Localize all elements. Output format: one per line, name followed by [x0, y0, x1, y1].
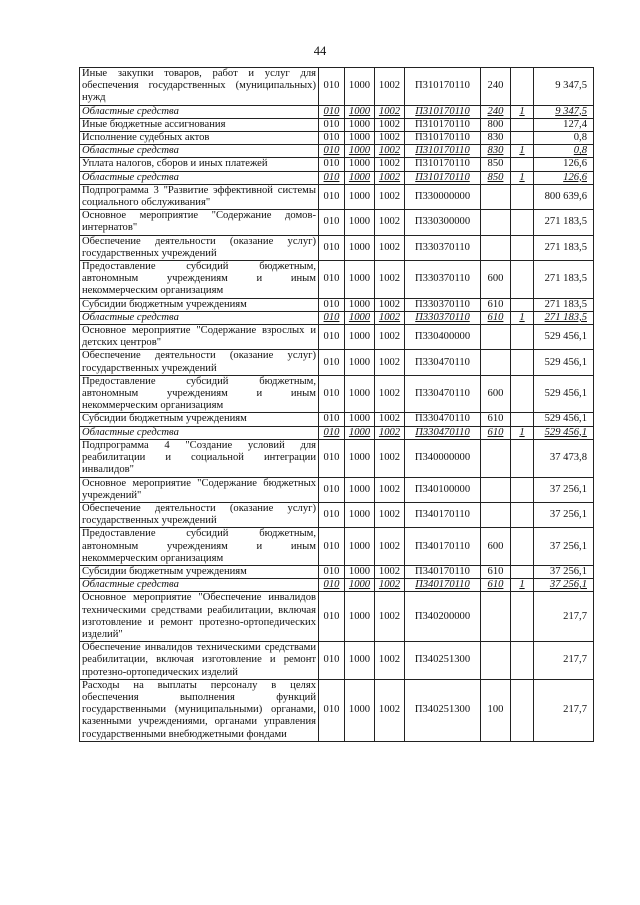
- expense-type-cell: 610: [481, 311, 511, 324]
- row-name-cell: Иные бюджетные ассигнования: [80, 118, 319, 131]
- target-article-cell: П340170110: [405, 528, 481, 566]
- ved-code-cell: 010: [319, 413, 345, 426]
- funding-source-cell: 1: [511, 311, 534, 324]
- amount-cell: 217,7: [534, 642, 594, 680]
- amount-cell: 800 639,6: [534, 184, 594, 209]
- ved-code-cell: 010: [319, 528, 345, 566]
- target-article-cell: П340170110: [405, 502, 481, 527]
- expense-type-cell: 240: [481, 68, 511, 106]
- amount-cell: 126,6: [534, 158, 594, 171]
- ved-code-cell: 010: [319, 477, 345, 502]
- section-code-cell: 1000: [345, 592, 375, 642]
- target-article-cell: П340251300: [405, 679, 481, 741]
- budget-table: [79, 67, 594, 742]
- amount-cell: 529 456,1: [534, 325, 594, 350]
- row-name-cell: Подпрограмма 3 "Развитие эффективной системы социального обслуживания": [80, 184, 319, 209]
- funding-source-cell: [511, 528, 534, 566]
- row-name-cell: Предоставление субсидий бюджетным, автономным учреждениям и иным некоммерческим организациям: [80, 375, 319, 413]
- row-name-cell: Расходы на выплаты персоналу в целях обеспечения выполнения функций государственными (муниципальными) органами, казенными учреждениями, органами управления государственными внебюджетными фондами: [80, 679, 319, 741]
- subsection-code-cell: 1002: [375, 235, 405, 260]
- amount-cell: 37 256,1: [534, 528, 594, 566]
- table-row: [80, 184, 594, 209]
- funding-source-cell: [511, 413, 534, 426]
- ved-code-cell: 010: [319, 426, 345, 439]
- subsection-code-cell: 1002: [375, 426, 405, 439]
- expense-type-cell: [481, 592, 511, 642]
- expense-type-cell: 240: [481, 105, 511, 118]
- target-article-cell: П330370110: [405, 311, 481, 324]
- row-name-cell: Уплата налогов, сборов и иных платежей: [80, 158, 319, 171]
- amount-cell: 529 456,1: [534, 375, 594, 413]
- row-name-cell: Областные средства: [80, 105, 319, 118]
- funding-source-cell: [511, 184, 534, 209]
- subsection-code-cell: 1002: [375, 565, 405, 578]
- row-name-cell: Субсидии бюджетным учреждениям: [80, 413, 319, 426]
- expense-type-cell: [481, 439, 511, 477]
- funding-source-cell: [511, 210, 534, 235]
- ved-code-cell: 010: [319, 579, 345, 592]
- row-name-cell: Предоставление субсидий бюджетным, автономным учреждениям и иным некоммерческим организациям: [80, 261, 319, 299]
- section-code-cell: 1000: [345, 235, 375, 260]
- target-article-cell: П340170110: [405, 579, 481, 592]
- target-article-cell: П330470110: [405, 413, 481, 426]
- table-row-regional-funds: [80, 145, 594, 158]
- row-name-cell: Обеспечение деятельности (оказание услуг) государственных учреждений: [80, 235, 319, 260]
- funding-source-cell: 1: [511, 145, 534, 158]
- section-code-cell: 1000: [345, 502, 375, 527]
- ved-code-cell: 010: [319, 145, 345, 158]
- funding-source-cell: [511, 158, 534, 171]
- table-row: [80, 298, 594, 311]
- subsection-code-cell: 1002: [375, 132, 405, 145]
- expense-type-cell: 100: [481, 679, 511, 741]
- table-row: [80, 132, 594, 145]
- amount-cell: 37 473,8: [534, 439, 594, 477]
- amount-cell: 271 183,5: [534, 311, 594, 324]
- section-code-cell: 1000: [345, 579, 375, 592]
- ved-code-cell: 010: [319, 311, 345, 324]
- subsection-code-cell: 1002: [375, 413, 405, 426]
- table-row: [80, 375, 594, 413]
- target-article-cell: П330470110: [405, 375, 481, 413]
- row-name-cell: Основное мероприятие "Содержание бюджетных учреждений": [80, 477, 319, 502]
- table-row-regional-funds: [80, 105, 594, 118]
- expense-type-cell: 610: [481, 298, 511, 311]
- section-code-cell: 1000: [345, 679, 375, 741]
- target-article-cell: П310170110: [405, 118, 481, 131]
- expense-type-cell: [481, 502, 511, 527]
- target-article-cell: П310170110: [405, 171, 481, 184]
- amount-cell: 271 183,5: [534, 210, 594, 235]
- expense-type-cell: 600: [481, 375, 511, 413]
- amount-cell: 9 347,5: [534, 105, 594, 118]
- target-article-cell: П330000000: [405, 184, 481, 209]
- ved-code-cell: 010: [319, 132, 345, 145]
- amount-cell: 271 183,5: [534, 261, 594, 299]
- table-body: [80, 68, 594, 742]
- target-article-cell: П330370110: [405, 235, 481, 260]
- subsection-code-cell: 1002: [375, 118, 405, 131]
- amount-cell: 37 256,1: [534, 477, 594, 502]
- ved-code-cell: 010: [319, 502, 345, 527]
- section-code-cell: 1000: [345, 184, 375, 209]
- table-row: [80, 679, 594, 741]
- subsection-code-cell: 1002: [375, 375, 405, 413]
- row-name-cell: Обеспечение деятельности (оказание услуг) государственных учреждений: [80, 502, 319, 527]
- subsection-code-cell: 1002: [375, 210, 405, 235]
- target-article-cell: П330470110: [405, 426, 481, 439]
- ved-code-cell: 010: [319, 565, 345, 578]
- row-name-cell: Подпрограмма 4 "Создание условий для реабилитации и социальной интеграции инвалидов": [80, 439, 319, 477]
- ved-code-cell: 010: [319, 210, 345, 235]
- amount-cell: 529 456,1: [534, 413, 594, 426]
- target-article-cell: П310170110: [405, 145, 481, 158]
- row-name-cell: Основное мероприятие "Содержание домов-интернатов": [80, 210, 319, 235]
- table-row: [80, 502, 594, 527]
- table-row-regional-funds: [80, 311, 594, 324]
- section-code-cell: 1000: [345, 68, 375, 106]
- funding-source-cell: [511, 132, 534, 145]
- section-code-cell: 1000: [345, 477, 375, 502]
- expense-type-cell: 600: [481, 528, 511, 566]
- row-name-cell: Областные средства: [80, 311, 319, 324]
- table-row: [80, 118, 594, 131]
- amount-cell: 127,4: [534, 118, 594, 131]
- ved-code-cell: 010: [319, 679, 345, 741]
- row-name-cell: Областные средства: [80, 426, 319, 439]
- amount-cell: 37 256,1: [534, 565, 594, 578]
- expense-type-cell: 850: [481, 158, 511, 171]
- subsection-code-cell: 1002: [375, 105, 405, 118]
- section-code-cell: 1000: [345, 118, 375, 131]
- expense-type-cell: [481, 477, 511, 502]
- funding-source-cell: [511, 261, 534, 299]
- section-code-cell: 1000: [345, 426, 375, 439]
- row-name-cell: Иные закупки товаров, работ и услуг для обеспечения государственных (муниципальных) нужд: [80, 68, 319, 106]
- funding-source-cell: [511, 350, 534, 375]
- table-row: [80, 477, 594, 502]
- ved-code-cell: 010: [319, 642, 345, 680]
- expense-type-cell: [481, 235, 511, 260]
- funding-source-cell: 1: [511, 105, 534, 118]
- subsection-code-cell: 1002: [375, 350, 405, 375]
- expense-type-cell: 610: [481, 413, 511, 426]
- table-row: [80, 235, 594, 260]
- target-article-cell: П330400000: [405, 325, 481, 350]
- table-row-regional-funds: [80, 426, 594, 439]
- subsection-code-cell: 1002: [375, 502, 405, 527]
- expense-type-cell: [481, 184, 511, 209]
- section-code-cell: 1000: [345, 439, 375, 477]
- section-code-cell: 1000: [345, 171, 375, 184]
- section-code-cell: 1000: [345, 375, 375, 413]
- amount-cell: 0,8: [534, 145, 594, 158]
- ved-code-cell: 010: [319, 158, 345, 171]
- amount-cell: 126,6: [534, 171, 594, 184]
- target-article-cell: П330370110: [405, 298, 481, 311]
- ved-code-cell: 010: [319, 592, 345, 642]
- section-code-cell: 1000: [345, 528, 375, 566]
- subsection-code-cell: 1002: [375, 184, 405, 209]
- subsection-code-cell: 1002: [375, 311, 405, 324]
- expense-type-cell: 600: [481, 261, 511, 299]
- section-code-cell: 1000: [345, 413, 375, 426]
- row-name-cell: Основное мероприятие "Содержание взрослых и детских центров": [80, 325, 319, 350]
- target-article-cell: П340200000: [405, 592, 481, 642]
- subsection-code-cell: 1002: [375, 642, 405, 680]
- funding-source-cell: [511, 235, 534, 260]
- target-article-cell: П340100000: [405, 477, 481, 502]
- section-code-cell: 1000: [345, 210, 375, 235]
- amount-cell: 529 456,1: [534, 426, 594, 439]
- funding-source-cell: [511, 375, 534, 413]
- subsection-code-cell: 1002: [375, 158, 405, 171]
- target-article-cell: П310170110: [405, 158, 481, 171]
- table-row: [80, 68, 594, 106]
- funding-source-cell: [511, 565, 534, 578]
- table-row: [80, 413, 594, 426]
- row-name-cell: Областные средства: [80, 171, 319, 184]
- expense-type-cell: [481, 325, 511, 350]
- row-name-cell: Предоставление субсидий бюджетным, автономным учреждениям и иным некоммерческим организациям: [80, 528, 319, 566]
- funding-source-cell: [511, 118, 534, 131]
- expense-type-cell: 610: [481, 579, 511, 592]
- funding-source-cell: 1: [511, 426, 534, 439]
- expense-type-cell: 850: [481, 171, 511, 184]
- expense-type-cell: 830: [481, 132, 511, 145]
- row-name-cell: Исполнение судебных актов: [80, 132, 319, 145]
- amount-cell: 217,7: [534, 679, 594, 741]
- expense-type-cell: [481, 350, 511, 375]
- table-row: [80, 261, 594, 299]
- funding-source-cell: [511, 298, 534, 311]
- funding-source-cell: [511, 439, 534, 477]
- funding-source-cell: [511, 502, 534, 527]
- row-name-cell: Субсидии бюджетным учреждениям: [80, 298, 319, 311]
- section-code-cell: 1000: [345, 145, 375, 158]
- table-row-regional-funds: [80, 579, 594, 592]
- funding-source-cell: [511, 477, 534, 502]
- amount-cell: 9 347,5: [534, 68, 594, 106]
- section-code-cell: 1000: [345, 132, 375, 145]
- row-name-cell: Областные средства: [80, 579, 319, 592]
- subsection-code-cell: 1002: [375, 477, 405, 502]
- ved-code-cell: 010: [319, 375, 345, 413]
- row-name-cell: Субсидии бюджетным учреждениям: [80, 565, 319, 578]
- ved-code-cell: 010: [319, 261, 345, 299]
- subsection-code-cell: 1002: [375, 261, 405, 299]
- row-name-cell: Обеспечение деятельности (оказание услуг) государственных учреждений: [80, 350, 319, 375]
- section-code-cell: 1000: [345, 105, 375, 118]
- target-article-cell: П330370110: [405, 261, 481, 299]
- section-code-cell: 1000: [345, 311, 375, 324]
- expense-type-cell: 800: [481, 118, 511, 131]
- amount-cell: 217,7: [534, 592, 594, 642]
- table-row: [80, 210, 594, 235]
- row-name-cell: Основное мероприятие "Обеспечение инвалидов техническими средствами реабилитации, включая изготовление и ремонт протезно-ортопедических изделий": [80, 592, 319, 642]
- target-article-cell: П340251300: [405, 642, 481, 680]
- target-article-cell: П330470110: [405, 350, 481, 375]
- funding-source-cell: 1: [511, 171, 534, 184]
- funding-source-cell: [511, 679, 534, 741]
- ved-code-cell: 010: [319, 171, 345, 184]
- table-row: [80, 325, 594, 350]
- target-article-cell: П310170110: [405, 68, 481, 106]
- table-row: [80, 565, 594, 578]
- amount-cell: 37 256,1: [534, 579, 594, 592]
- ved-code-cell: 010: [319, 68, 345, 106]
- target-article-cell: П310170110: [405, 105, 481, 118]
- target-article-cell: П330300000: [405, 210, 481, 235]
- section-code-cell: 1000: [345, 261, 375, 299]
- table-row: [80, 642, 594, 680]
- section-code-cell: 1000: [345, 325, 375, 350]
- target-article-cell: П340170110: [405, 565, 481, 578]
- table-row-regional-funds: [80, 171, 594, 184]
- funding-source-cell: 1: [511, 579, 534, 592]
- table-row: [80, 528, 594, 566]
- funding-source-cell: [511, 592, 534, 642]
- expense-type-cell: [481, 642, 511, 680]
- funding-source-cell: [511, 68, 534, 106]
- amount-cell: 271 183,5: [534, 298, 594, 311]
- section-code-cell: 1000: [345, 158, 375, 171]
- target-article-cell: П310170110: [405, 132, 481, 145]
- ved-code-cell: 010: [319, 235, 345, 260]
- ved-code-cell: 010: [319, 350, 345, 375]
- ved-code-cell: 010: [319, 325, 345, 350]
- table-row: [80, 439, 594, 477]
- section-code-cell: 1000: [345, 298, 375, 311]
- funding-source-cell: [511, 325, 534, 350]
- ved-code-cell: 010: [319, 298, 345, 311]
- amount-cell: 0,8: [534, 132, 594, 145]
- section-code-cell: 1000: [345, 350, 375, 375]
- page-number: 44: [313, 44, 327, 58]
- table-row: [80, 592, 594, 642]
- expense-type-cell: 610: [481, 565, 511, 578]
- subsection-code-cell: 1002: [375, 145, 405, 158]
- row-name-cell: Областные средства: [80, 145, 319, 158]
- amount-cell: 271 183,5: [534, 235, 594, 260]
- amount-cell: 529 456,1: [534, 350, 594, 375]
- ved-code-cell: 010: [319, 439, 345, 477]
- subsection-code-cell: 1002: [375, 528, 405, 566]
- subsection-code-cell: 1002: [375, 439, 405, 477]
- target-article-cell: П340000000: [405, 439, 481, 477]
- ved-code-cell: 010: [319, 105, 345, 118]
- subsection-code-cell: 1002: [375, 592, 405, 642]
- row-name-cell: Обеспечение инвалидов техническими средствами реабилитации, включая изготовление и ремонт протезно-ортопедических изделий: [80, 642, 319, 680]
- section-code-cell: 1000: [345, 565, 375, 578]
- funding-source-cell: [511, 642, 534, 680]
- section-code-cell: 1000: [345, 642, 375, 680]
- subsection-code-cell: 1002: [375, 679, 405, 741]
- ved-code-cell: 010: [319, 118, 345, 131]
- subsection-code-cell: 1002: [375, 68, 405, 106]
- amount-cell: 37 256,1: [534, 502, 594, 527]
- table-row: [80, 158, 594, 171]
- ved-code-cell: 010: [319, 184, 345, 209]
- subsection-code-cell: 1002: [375, 325, 405, 350]
- subsection-code-cell: 1002: [375, 298, 405, 311]
- expense-type-cell: 830: [481, 145, 511, 158]
- expense-type-cell: [481, 210, 511, 235]
- subsection-code-cell: 1002: [375, 171, 405, 184]
- subsection-code-cell: 1002: [375, 579, 405, 592]
- expense-type-cell: 610: [481, 426, 511, 439]
- table-row: [80, 350, 594, 375]
